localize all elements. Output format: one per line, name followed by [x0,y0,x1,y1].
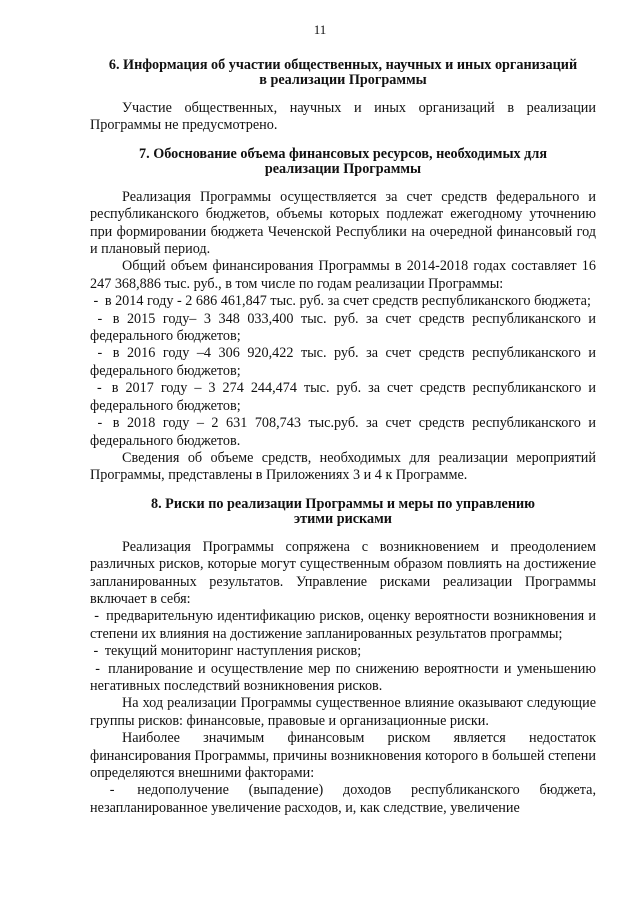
section-8-heading-line2: этими рисками [294,510,392,527]
section-8-list-item: - предварительную идентификацию рисков, оценку вероятности возникновения и степени их влияния на достижение запланированных результатов программы; [90,608,596,642]
section-7-paragraph-3: Сведения об объеме средств, необходимых для реализации мероприятий Программы, представлены в Приложениях 3 и 4 к Программе. [90,449,596,484]
section-7-list-item: - в 2017 году – 3 274 244,474 тыс. руб. за счет средств республиканского и федерального бюджетов; [90,380,596,414]
section-8-paragraph-1: Реализация Программы сопряжена с возникновением и преодолением различных рисков, которые могут существенным образом повлиять на достижение запланированных результатов. Управление рисками реализации Программы включает в себя: [90,538,596,607]
section-7-list-item: - в 2018 году – 2 631 708,743 тыс.руб. за счет средств республиканского и федерального бюджетов. [90,415,596,449]
page-number: 11 [313,22,327,37]
section-7-list-item: - в 2016 году –4 306 920,422 тыс. руб. за счет средств республиканского и федерального бюджетов; [90,345,596,379]
section-6-heading [90,58,596,88]
section-8-list-item: - текущий мониторинг наступления рисков; [90,643,362,660]
section-8-heading [90,497,596,527]
section-6-heading-line2: в реализации Программы [259,72,427,88]
section-7-heading [90,147,596,177]
section-7-heading-line2: реализации Программы [264,160,422,177]
section-8-list-item: - недополучение (выпадение) доходов республиканского бюджета, незапланированное увеличение расходов, и, как следствие, увеличение [90,782,596,816]
section-8-heading-line1: 8. Риски по реализации Программы и меры по управлению [150,495,536,512]
section-6-paragraph: Участие общественных, научных и иных организаций в реализации Программы не предусмотрено. [90,100,596,134]
section-6-heading-line1: 6. Информация об участии общественных, научных и иных организаций [108,57,578,73]
document-body [90,58,596,817]
section-7-paragraph-2: Общий объем финансирования Программы в 2014-2018 годах составляет 16 247 368,886 тыс. руб., в том числе по годам реализации Программы: [90,258,596,292]
section-8-paragraph-3: Наиболее значимым финансовым риском является недостаток финансирования Программы, причины возникновения которого в большей степени определяются внешними факторами: [90,730,596,781]
section-8-paragraph-2: На ход реализации Программы существенное влияние оказывают следующие группы рисков: финансовые, правовые и организационные риски. [90,695,596,729]
section-7-list-item: - в 2015 году– 3 348 033,400 тыс. руб. за счет средств республиканского и федерального бюджетов; [90,310,596,345]
section-8-list-item: - планирование и осуществление мер по снижению вероятности и уменьшению негативных последствий возникновения рисков. [90,660,596,694]
section-7-paragraph-1: Реализация Программы осуществляется за счет средств федерального и республиканского бюджетов, объемы которых подлежат ежегодному уточнению при формировании бюджета Чеченской Республики на очередной финансовый год и плановый период. [90,188,596,258]
section-7-heading-line1: 7. Обоснование объема финансовых ресурсов, необходимых для [139,145,547,162]
section-7-list-item: - в 2014 году - 2 686 461,847 тыс. руб. за счет средств республиканского бюджета; [90,293,591,310]
